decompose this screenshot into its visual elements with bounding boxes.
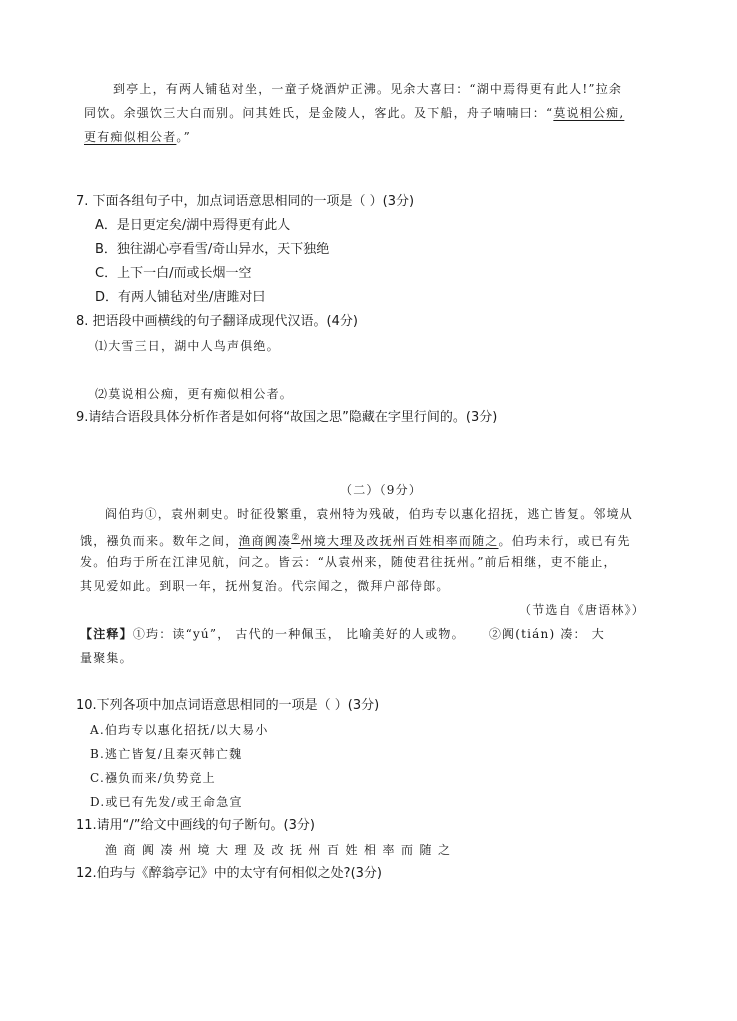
passage-line: 发。伯玙于所在江津见航，问之。皆云：“从袁州来，随使君往抚州。”前后相继，吏不能止， [80,555,617,569]
passage-text: 饿，襁负而来。数年之间， [80,534,239,548]
underlined-sentence: 莫说相公痴, [553,106,625,120]
annotation-1: ①玙：读“yú”， 古代的一种佩玉， 比喻美好的人或物。 [132,627,465,641]
q7-option-c: C．上下一白/而或长烟一空 [95,266,252,281]
underlined-sentence: 州境大理及改抚州百姓相率而随之 [300,534,499,548]
passage-line: 阎伯玙①，袁州刺史。时征役繁重，袁州特为残破，伯玙专以惠化招抚，逃亡皆复。邻境从 [105,507,634,521]
underlined-sentence: 渔商阗凑 [238,534,292,548]
passage-line [84,128,191,146]
section-heading: （二）（9分） [340,483,423,497]
passage-line [80,529,631,550]
passage-text: 同饮。余强饮三大白而别。问其姓氏，是金陵人，客此。及下船，舟子喃喃曰：“ [84,106,554,120]
question-8: 8. 把语段中画横线的句子翻译成现代汉语。(4分) [76,314,358,329]
q10-option-a: A.伯玙专以惠化招抚/以大易小 [90,723,269,737]
sentence-to-punctuate: 渔商阗凑州境大理及改抚州百姓相率而随之 [105,843,457,857]
q7-option-a: A．是日更定矣/湖中焉得更有此人 [95,218,291,233]
underlined-sentence: 更有痴似相公者 [84,130,177,144]
q10-option-c: C.襁负而来/负势竞上 [90,771,216,785]
source-citation: （节选自《唐语林》） [519,603,646,617]
passage-line: 到亭上，有两人铺毡对坐，一童子烧酒炉正沸。见余大喜曰：“湖中焉得更有此人!”拉余 [113,82,623,96]
question-10: 10.下列各项中加点词语意思相同的一项是（ ）(3分) [76,698,380,713]
annotation-label: 【注释】 [80,627,133,641]
question-11: 11.请用“/”给文中画线的句子断句。(3分) [76,818,315,833]
q10-option-b: B.逃亡皆复/且秦灭韩亡魏 [90,747,243,761]
footnote-marker: ② [291,533,301,543]
q8-item-1: ⑴大雪三日，湖中人鸟声俱绝。 [95,339,280,353]
q8-item-2: ⑵莫说相公痴，更有痴似相公者。 [95,387,294,401]
q7-option-d: D．有两人铺毡对坐/唐雎对曰 [95,290,266,305]
annotation-line: 量聚集。 [80,651,133,665]
passage-text: 。” [176,130,191,144]
question-12: 12.伯玙与《醉翁亭记》中的太守有何相似之处?(3分) [76,866,382,881]
q10-option-d: D.或已有先发/或王命急宣 [90,795,243,809]
question-7: 7. 下面各组句子中，加点词语意思相同的一项是（ ）(3分) [76,194,415,209]
annotation-2: ②阗(tián) 凑： 大 [488,627,605,641]
q7-option-b: B．独往湖心亭看雪/奇山异水，天下独绝 [95,242,330,257]
annotation-line [80,625,605,643]
passage-line: 其见爱如此。到职一年，抚州复治。代宗闻之，微拜户部侍郎。 [80,579,450,593]
passage-line [84,104,624,122]
question-9: 9.请结合语段具体分析作者是如何将“故国之思”隐藏在字里行间的。(3分) [76,410,498,425]
passage-text: 。伯玙未行，或已有先 [498,534,631,548]
